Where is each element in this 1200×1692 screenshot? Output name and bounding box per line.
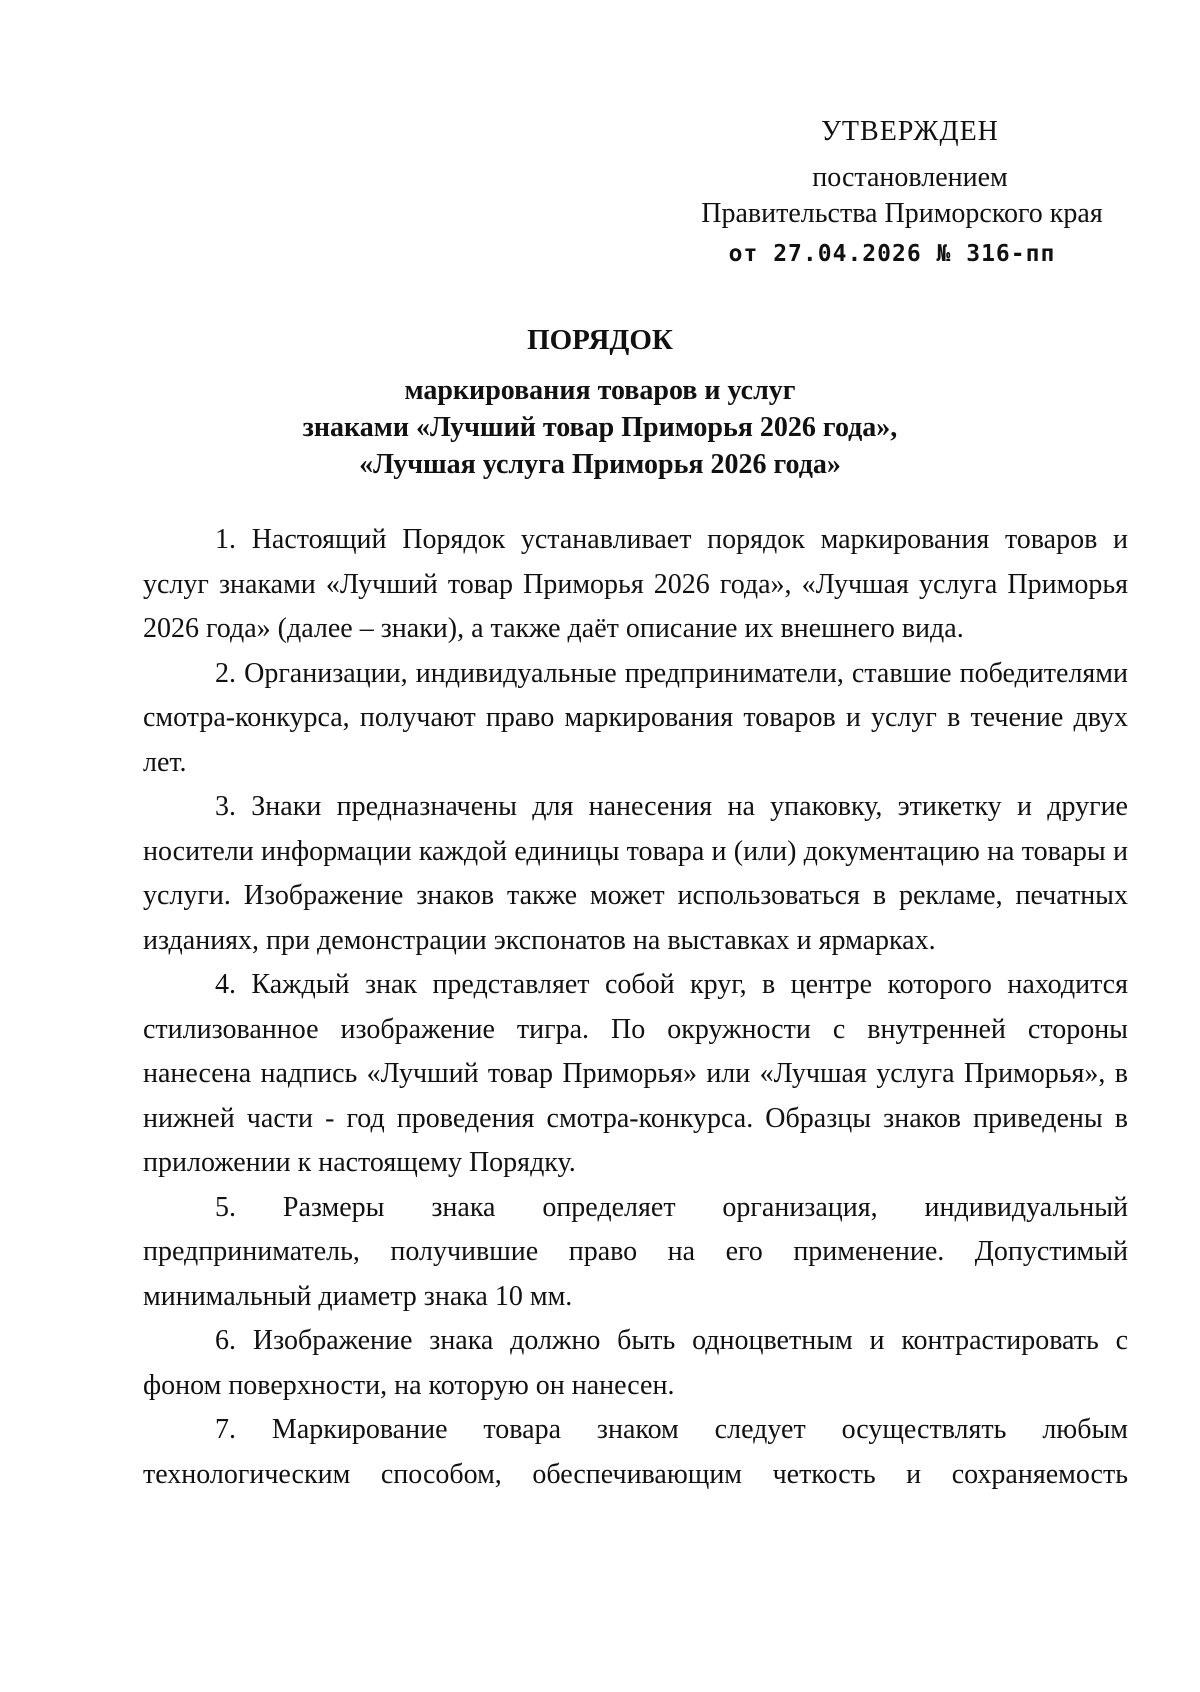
paragraph-number: 6. bbox=[215, 1325, 236, 1356]
subtitle-line: «Лучшая услуга Приморья 2026 года» bbox=[359, 449, 841, 480]
paragraph-4 bbox=[143, 963, 1128, 1186]
paragraph-number: 4. bbox=[215, 969, 236, 1000]
paragraph-number: 1. bbox=[215, 524, 236, 555]
document-subtitle bbox=[0, 372, 1200, 483]
paragraph-text: Настоящий Порядок устанавливает порядок маркирования товаров и услуг знаками «Лучший товар Приморья 2026 года», «Лучшая услуга Приморья 2026 года» (далее – знаки), а также даёт описание их внешнего вида. bbox=[143, 524, 1128, 644]
paragraph-text: Маркирование товара знаком следует осуществлять любым технологическим способом, обеспечивающим четкость и сохраняемость bbox=[143, 1414, 1129, 1490]
government-name: Правительства Приморского края bbox=[701, 198, 1103, 229]
paragraph-7 bbox=[143, 1408, 1128, 1497]
resolution-label: постановлением bbox=[812, 162, 1008, 193]
paragraph-number: 3. bbox=[215, 791, 236, 822]
paragraph-1 bbox=[143, 518, 1128, 652]
subtitle-line: маркирования товаров и услуг bbox=[404, 375, 796, 406]
paragraph-text: Размеры знака определяет организация, индивидуальный предприниматель, получившие право на его применение. Допустимый минимальный диаметр знака 10 мм. bbox=[143, 1191, 1128, 1312]
paragraph-text: Знаки предназначены для нанесения на упаковку, этикетку и другие носители информации каждой единицы товара и (или) документацию на товары и услуги. Изображение знаков также может использоваться в рекламе, печатных изданиях, при демонстрации экспонатов на выставках и ярмарках. bbox=[143, 791, 1128, 956]
paragraph-text: Организации, индивидуальные предприниматели, ставшие победителями смотра-конкурса, получают право маркирования товаров и услуг в течение двух лет. bbox=[143, 657, 1128, 778]
paragraph-3 bbox=[143, 785, 1128, 963]
paragraph-text: Каждый знак представляет собой круг, в центре которого находится стилизованное изображение тигра. По окружности с внутренней стороны нанесена надпись «Лучший товар Приморья» или «Лучшая услуга Приморья», в нижней части - год проведения смотра-конкурса. Образцы знаков приведены в приложении к настоящему Порядку. bbox=[143, 969, 1128, 1178]
paragraph-2 bbox=[143, 652, 1128, 786]
approved-heading: УТВЕРЖДЕН bbox=[821, 116, 999, 147]
paragraph-number: 5. bbox=[215, 1191, 236, 1223]
paragraph-6 bbox=[143, 1319, 1128, 1408]
subtitle-line: знаками «Лучший товар Приморья 2026 года», bbox=[302, 412, 898, 443]
paragraph-text: Изображение знака должно быть одноцветным и контрастировать с фоном поверхности, на которую он нанесен. bbox=[143, 1325, 1129, 1401]
paragraph-number: 2. bbox=[215, 657, 236, 689]
paragraph-5 bbox=[143, 1186, 1128, 1320]
paragraph-number: 7. bbox=[215, 1414, 236, 1445]
resolution-date-number: от 27.04.2026 № 316-пп bbox=[728, 241, 1056, 267]
document-title: ПОРЯДОК bbox=[527, 324, 673, 356]
document-body bbox=[143, 518, 1128, 1497]
